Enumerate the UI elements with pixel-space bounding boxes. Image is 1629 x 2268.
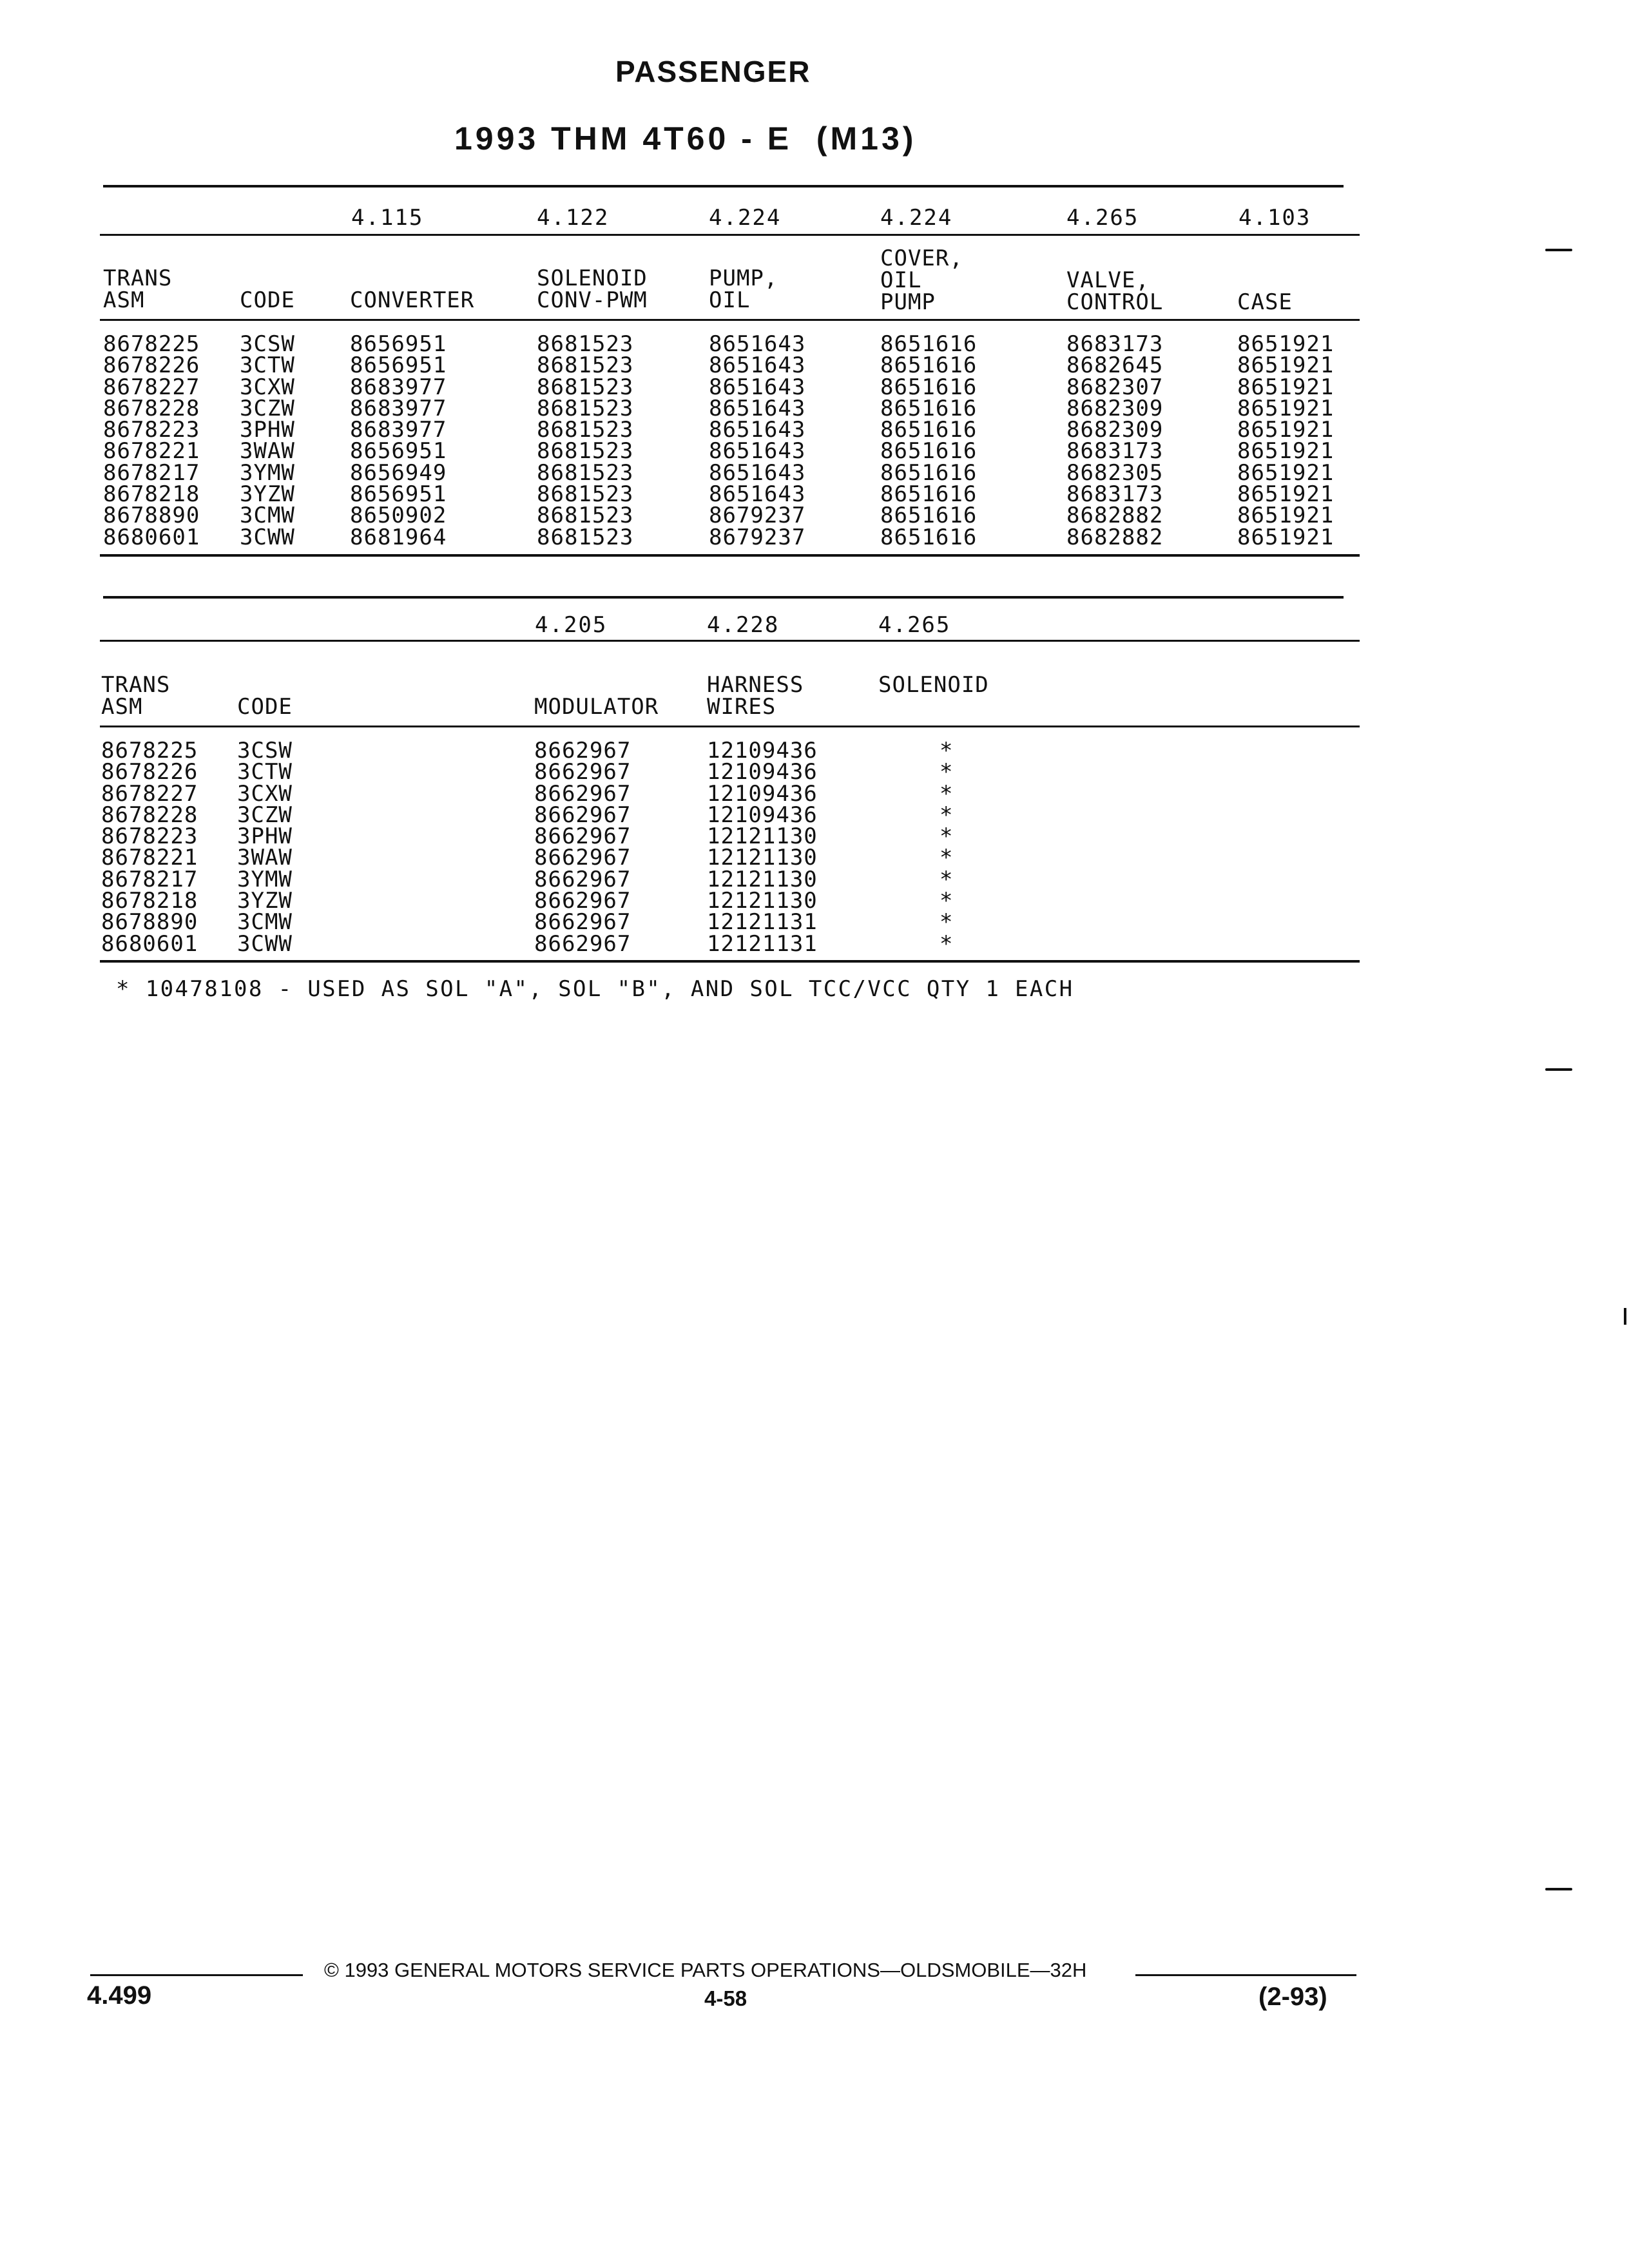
ref-harness: 4.228: [707, 612, 780, 638]
table-cell: 8682307: [1066, 374, 1164, 400]
table-cell: 3YMW: [240, 459, 295, 486]
header2-code: CODE: [237, 694, 293, 720]
table-cell: 8651643: [709, 374, 806, 400]
table-cell: 8662967: [534, 888, 631, 914]
table-cell: 8681964: [350, 524, 447, 550]
table-cell: 8678217: [101, 866, 198, 892]
table-cell: 3YMW: [237, 866, 293, 892]
col2-trans-asm: [101, 740, 198, 955]
table-cell: *: [940, 909, 954, 936]
table-cell: 8651921: [1237, 417, 1335, 443]
table-cell: 8662967: [534, 738, 631, 764]
table1-header-rule: [100, 319, 1360, 321]
table-cell: *: [940, 930, 954, 957]
header-cover-oil-pump: COVER, OIL PUMP: [880, 245, 963, 315]
table-cell: 8651921: [1237, 395, 1335, 421]
table-cell: 8651643: [709, 481, 806, 508]
table-cell: *: [940, 802, 954, 828]
table-cell: 8651643: [709, 395, 806, 421]
table-cell: 8682309: [1066, 417, 1164, 443]
header-converter: CONVERTER: [350, 287, 475, 313]
table-cell: 8678218: [103, 481, 200, 508]
table-cell: *: [940, 888, 954, 914]
table1-ref-rule: [100, 234, 1360, 236]
table-cell: 3CTW: [237, 759, 293, 785]
ref-solenoid-2: 4.265: [878, 612, 951, 638]
table1-bottom-rule: [100, 554, 1360, 557]
col-valve-control: [1066, 331, 1164, 550]
table-cell: 12121130: [707, 888, 818, 914]
table-cell: 8682305: [1066, 459, 1164, 486]
table-cell: 12121130: [707, 845, 818, 871]
col-cover-oil-pump: [880, 331, 978, 550]
table-cell: 8678221: [103, 438, 200, 465]
table-cell: 8651616: [880, 459, 978, 486]
table-cell: 8662967: [534, 909, 631, 936]
table-cell: 8680601: [103, 524, 200, 550]
header-code: CODE: [240, 287, 295, 313]
table-cell: 8651616: [880, 395, 978, 421]
table-cell: 8681523: [537, 395, 634, 421]
table-cell: 12109436: [707, 802, 818, 828]
table2-ref-rule: [100, 640, 1360, 642]
ref-valve: 4.265: [1066, 205, 1139, 231]
table-cell: 8656951: [350, 331, 447, 357]
table-cell: 3YZW: [240, 481, 295, 508]
table-cell: 3CXW: [237, 780, 293, 807]
table-cell: 8651643: [709, 417, 806, 443]
table2-header-rule: [100, 726, 1360, 727]
table-cell: 8651616: [880, 481, 978, 508]
table-cell: 8678225: [101, 738, 198, 764]
table-cell: 3CXW: [240, 374, 295, 400]
table-cell: 8662967: [534, 759, 631, 785]
table-cell: 8651643: [709, 352, 806, 379]
table2-bottom-rule: [100, 960, 1360, 963]
table-cell: 3CTW: [240, 352, 295, 379]
table-cell: 8651616: [880, 524, 978, 550]
header-solenoid-conv-pwm: SOLENOID CONV-PWM: [537, 265, 648, 313]
table-cell: 8683977: [350, 374, 447, 400]
table-cell: 8678228: [101, 802, 198, 828]
table-cell: 8681523: [537, 481, 634, 508]
table-cell: 8651921: [1237, 459, 1335, 486]
table-cell: 8678890: [103, 503, 200, 529]
table-cell: 3WAW: [237, 845, 293, 871]
table-cell: 3PHW: [237, 823, 293, 850]
table-cell: 3YZW: [237, 888, 293, 914]
table-cell: 8651921: [1237, 481, 1335, 508]
edge-mark: [1545, 1888, 1572, 1890]
table-cell: 8682309: [1066, 395, 1164, 421]
col-solenoid-conv-pwm: [537, 331, 634, 550]
table-cell: 8651921: [1237, 503, 1335, 529]
table-cell: 8678227: [101, 780, 198, 807]
table-cell: 3CWW: [237, 930, 293, 957]
col2-modulator: [534, 740, 631, 955]
table-cell: *: [940, 845, 954, 871]
table-cell: 12121130: [707, 866, 818, 892]
ref-solenoid: 4.122: [537, 205, 610, 231]
col-code: [240, 331, 295, 550]
table-cell: 8681523: [537, 331, 634, 357]
table-cell: *: [940, 823, 954, 850]
header-valve-control: VALVE, CONTROL: [1066, 267, 1164, 315]
table-cell: 3CWW: [240, 524, 295, 550]
header2-solenoid: SOLENOID: [878, 672, 989, 698]
header-case: CASE: [1237, 289, 1293, 315]
table-cell: 8681523: [537, 503, 634, 529]
table-cell: 8678218: [101, 888, 198, 914]
table2-top-rule: [103, 596, 1344, 599]
table-cell: 8678226: [103, 352, 200, 379]
table-cell: 3CSW: [237, 738, 293, 764]
header2-harness-wires: HARNESS WIRES: [707, 672, 804, 720]
table-cell: 8679237: [709, 524, 806, 550]
table-cell: 8683977: [350, 395, 447, 421]
table-cell: 8651616: [880, 503, 978, 529]
table-cell: 12121131: [707, 930, 818, 957]
ref-cover: 4.224: [880, 205, 953, 231]
table-cell: 8678226: [101, 759, 198, 785]
table-cell: 8678223: [103, 417, 200, 443]
table-cell: 8679237: [709, 503, 806, 529]
table-cell: 8681523: [537, 459, 634, 486]
table-cell: 8662967: [534, 823, 631, 850]
table-cell: 8651616: [880, 352, 978, 379]
table-cell: 8662967: [534, 802, 631, 828]
table-cell: 8651616: [880, 417, 978, 443]
table-cell: 8681523: [537, 374, 634, 400]
table-cell: 8681523: [537, 417, 634, 443]
table-cell: 8662967: [534, 930, 631, 957]
table-cell: 8651643: [709, 438, 806, 465]
footer-section-number: 4.499: [87, 1981, 152, 2010]
table-cell: 8656951: [350, 438, 447, 465]
table-cell: 8651643: [709, 459, 806, 486]
col-trans-asm: [103, 331, 200, 550]
col-converter: [350, 331, 447, 550]
edge-mark: [1624, 1308, 1626, 1325]
ref-converter: 4.115: [351, 205, 424, 231]
table-cell: 8681523: [537, 524, 634, 550]
table-cell: 3PHW: [240, 417, 295, 443]
edge-mark: [1545, 1068, 1572, 1071]
table-cell: 8678223: [101, 823, 198, 850]
table-cell: 3WAW: [240, 438, 295, 465]
table-cell: 8681523: [537, 438, 634, 465]
ref-modulator: 4.205: [535, 612, 608, 638]
table-cell: 8678228: [103, 395, 200, 421]
table-cell: 8680601: [101, 930, 198, 957]
table-cell: 8678890: [101, 909, 198, 936]
table-cell: 8683173: [1066, 438, 1164, 465]
table-cell: 8662967: [534, 845, 631, 871]
header2-trans-asm: TRANS ASM: [101, 672, 171, 720]
table-cell: 8678227: [103, 374, 200, 400]
table-cell: 8683173: [1066, 331, 1164, 357]
table-cell: 3CZW: [240, 395, 295, 421]
table-cell: 8681523: [537, 352, 634, 379]
edge-mark: [1545, 249, 1572, 251]
table-cell: 3CZW: [237, 802, 293, 828]
table-cell: 8656951: [350, 481, 447, 508]
page-title: PASSENGER: [615, 55, 811, 88]
table-cell: 8651921: [1237, 374, 1335, 400]
footer-copyright: © 1993 GENERAL MOTORS SERVICE PARTS OPERATIONS—OLDSMOBILE—32H: [324, 1959, 1087, 1981]
col2-solenoid: [940, 740, 953, 955]
col2-harness-wires: [707, 740, 818, 955]
table-cell: 8651616: [880, 374, 978, 400]
ref-pump: 4.224: [709, 205, 782, 231]
footer-rule-left: [90, 1974, 303, 1976]
table-cell: 12109436: [707, 738, 818, 764]
col-pump-oil: [709, 331, 806, 550]
table-cell: 3CMW: [237, 909, 293, 936]
table-cell: 8651921: [1237, 438, 1335, 465]
table-cell: 8651921: [1237, 524, 1335, 550]
table-cell: 8651643: [709, 331, 806, 357]
table-cell: 12109436: [707, 780, 818, 807]
table-cell: 12121131: [707, 909, 818, 936]
table-cell: 8650902: [350, 503, 447, 529]
table-cell: 12121130: [707, 823, 818, 850]
table-cell: 8656951: [350, 352, 447, 379]
table-cell: 3CSW: [240, 331, 295, 357]
table-cell: 8651616: [880, 438, 978, 465]
footer-rule-right: [1135, 1974, 1356, 1976]
table-cell: 8682882: [1066, 503, 1164, 529]
footer-page-number: 4-58: [704, 1986, 747, 2010]
table-cell: 8651616: [880, 331, 978, 357]
header-pump-oil: PUMP, OIL: [709, 265, 778, 313]
table-cell: *: [940, 866, 954, 892]
table1-top-rule: [103, 185, 1344, 187]
table-cell: *: [940, 759, 954, 785]
footnote: * 10478108 - USED AS SOL "A", SOL "B", AND SOL TCC/VCC QTY 1 EACH: [116, 976, 1074, 1002]
table-cell: 8656949: [350, 459, 447, 486]
table-cell: 8651921: [1237, 352, 1335, 379]
col2-code: [237, 740, 293, 955]
table-cell: *: [940, 738, 954, 764]
table-cell: 8683173: [1066, 481, 1164, 508]
table-cell: *: [940, 780, 954, 807]
table-cell: 8683977: [350, 417, 447, 443]
table-cell: 8678225: [103, 331, 200, 357]
table-cell: 8651921: [1237, 331, 1335, 357]
header-trans-asm: TRANS ASM: [103, 265, 173, 313]
col-case: [1237, 331, 1335, 550]
table-cell: 8682645: [1066, 352, 1164, 379]
table-cell: 8662967: [534, 866, 631, 892]
page-subtitle: 1993 THM 4T60 - E (M13): [454, 120, 917, 157]
table-cell: 12109436: [707, 759, 818, 785]
table-cell: 8662967: [534, 780, 631, 807]
table-cell: 3CMW: [240, 503, 295, 529]
table-cell: 8682882: [1066, 524, 1164, 550]
ref-case: 4.103: [1239, 205, 1311, 231]
header2-modulator: MODULATOR: [534, 694, 659, 720]
table-cell: 8678217: [103, 459, 200, 486]
footer-date: (2-93): [1258, 1983, 1327, 2011]
table-cell: 8678221: [101, 845, 198, 871]
